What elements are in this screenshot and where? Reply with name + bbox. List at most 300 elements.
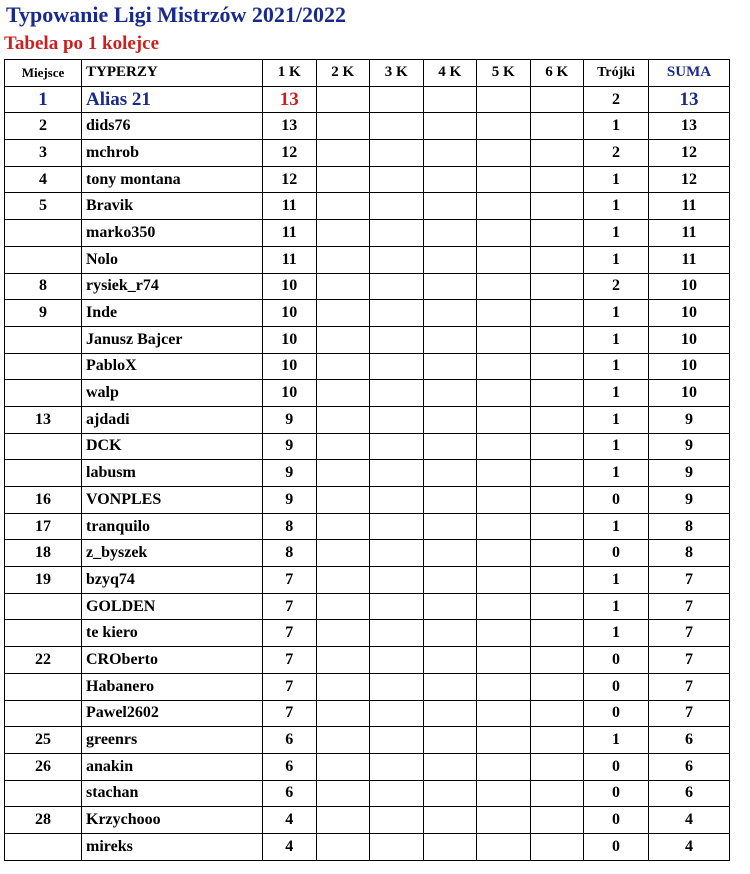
cell-trojki: 1 — [584, 567, 649, 594]
cell-k1: 7 — [263, 567, 317, 594]
cell-name: walp — [82, 380, 263, 407]
cell-k2 — [316, 727, 370, 754]
cell-k6 — [530, 433, 584, 460]
cell-trojki: 1 — [584, 166, 649, 193]
cell-k2 — [316, 540, 370, 567]
cell-k3 — [370, 246, 424, 273]
cell-k1: 11 — [263, 246, 317, 273]
cell-suma: 9 — [649, 460, 730, 487]
cell-k2 — [316, 273, 370, 300]
cell-name: Pawel2602 — [82, 700, 263, 727]
table-row — [5, 727, 730, 754]
cell-name: Bravik — [82, 193, 263, 220]
cell-suma: 4 — [649, 807, 730, 834]
cell-rank — [5, 673, 82, 700]
cell-k5 — [477, 487, 531, 514]
cell-trojki: 2 — [584, 86, 649, 113]
cell-suma: 9 — [649, 487, 730, 514]
cell-suma: 10 — [649, 300, 730, 327]
table-row — [5, 673, 730, 700]
cell-k6 — [530, 220, 584, 247]
cell-suma: 11 — [649, 246, 730, 273]
table-row — [5, 300, 730, 327]
cell-k2 — [316, 513, 370, 540]
cell-suma: 12 — [649, 166, 730, 193]
cell-k6 — [530, 620, 584, 647]
cell-name: z_byszek — [82, 540, 263, 567]
cell-k6 — [530, 140, 584, 167]
cell-k3 — [370, 220, 424, 247]
cell-k2 — [316, 647, 370, 674]
cell-k1: 10 — [263, 326, 317, 353]
cell-k6 — [530, 460, 584, 487]
cell-k6 — [530, 807, 584, 834]
cell-k5 — [477, 833, 531, 860]
cell-k2 — [316, 753, 370, 780]
table-row — [5, 460, 730, 487]
cell-trojki: 0 — [584, 753, 649, 780]
cell-name: rysiek_r74 — [82, 273, 263, 300]
cell-k2 — [316, 86, 370, 113]
cell-rank — [5, 460, 82, 487]
cell-k2 — [316, 113, 370, 140]
cell-k4 — [423, 113, 477, 140]
cell-k6 — [530, 487, 584, 514]
cell-k5 — [477, 193, 531, 220]
cell-k4 — [423, 700, 477, 727]
cell-k4 — [423, 433, 477, 460]
cell-name: Inde — [82, 300, 263, 327]
cell-k1: 10 — [263, 380, 317, 407]
cell-rank — [5, 433, 82, 460]
cell-k4 — [423, 406, 477, 433]
cell-k5 — [477, 380, 531, 407]
cell-name: DCK — [82, 433, 263, 460]
cell-k1: 8 — [263, 540, 317, 567]
cell-k1: 13 — [263, 113, 317, 140]
cell-k4 — [423, 220, 477, 247]
header-k4: 4 K — [423, 60, 477, 87]
cell-k2 — [316, 353, 370, 380]
cell-k2 — [316, 487, 370, 514]
cell-k3 — [370, 567, 424, 594]
header-k5: 5 K — [477, 60, 531, 87]
cell-k5 — [477, 673, 531, 700]
cell-rank — [5, 246, 82, 273]
cell-k1: 7 — [263, 593, 317, 620]
cell-trojki: 2 — [584, 140, 649, 167]
cell-k6 — [530, 86, 584, 113]
cell-k2 — [316, 380, 370, 407]
cell-k2 — [316, 406, 370, 433]
cell-k6 — [530, 246, 584, 273]
cell-suma: 9 — [649, 406, 730, 433]
cell-rank — [5, 593, 82, 620]
table-row — [5, 113, 730, 140]
table-row — [5, 166, 730, 193]
cell-k3 — [370, 780, 424, 807]
cell-name: Alias 21 — [82, 86, 263, 113]
cell-trojki: 0 — [584, 780, 649, 807]
cell-k5 — [477, 620, 531, 647]
cell-name: anakin — [82, 753, 263, 780]
cell-k4 — [423, 86, 477, 113]
cell-name: bzyq74 — [82, 567, 263, 594]
cell-name: tranquilo — [82, 513, 263, 540]
cell-k5 — [477, 540, 531, 567]
cell-k3 — [370, 140, 424, 167]
table-row — [5, 593, 730, 620]
cell-k6 — [530, 193, 584, 220]
cell-k6 — [530, 593, 584, 620]
cell-k4 — [423, 833, 477, 860]
cell-k3 — [370, 300, 424, 327]
cell-k4 — [423, 807, 477, 834]
cell-rank: 8 — [5, 273, 82, 300]
cell-k2 — [316, 673, 370, 700]
cell-k5 — [477, 406, 531, 433]
cell-k2 — [316, 780, 370, 807]
cell-k4 — [423, 353, 477, 380]
cell-k3 — [370, 460, 424, 487]
cell-k5 — [477, 513, 531, 540]
cell-k1: 7 — [263, 647, 317, 674]
cell-k3 — [370, 273, 424, 300]
cell-suma: 4 — [649, 833, 730, 860]
cell-k4 — [423, 300, 477, 327]
cell-rank: 26 — [5, 753, 82, 780]
table-row — [5, 807, 730, 834]
cell-suma: 7 — [649, 620, 730, 647]
cell-k6 — [530, 540, 584, 567]
cell-rank: 13 — [5, 406, 82, 433]
cell-k3 — [370, 86, 424, 113]
cell-k4 — [423, 513, 477, 540]
cell-k3 — [370, 647, 424, 674]
cell-k6 — [530, 300, 584, 327]
cell-name: Janusz Bajcer — [82, 326, 263, 353]
cell-k2 — [316, 460, 370, 487]
cell-suma: 7 — [649, 567, 730, 594]
cell-trojki: 1 — [584, 406, 649, 433]
cell-name: Krzychooo — [82, 807, 263, 834]
cell-trojki: 0 — [584, 700, 649, 727]
cell-rank: 16 — [5, 487, 82, 514]
cell-trojki: 1 — [584, 246, 649, 273]
cell-name: mchrob — [82, 140, 263, 167]
standings-table — [4, 59, 730, 861]
cell-trojki: 0 — [584, 487, 649, 514]
cell-rank — [5, 326, 82, 353]
cell-k2 — [316, 246, 370, 273]
cell-k1: 7 — [263, 700, 317, 727]
cell-k6 — [530, 166, 584, 193]
cell-trojki: 1 — [584, 513, 649, 540]
cell-k3 — [370, 700, 424, 727]
cell-k2 — [316, 833, 370, 860]
cell-k1: 12 — [263, 140, 317, 167]
cell-trojki: 1 — [584, 326, 649, 353]
cell-k5 — [477, 353, 531, 380]
cell-k3 — [370, 380, 424, 407]
cell-rank — [5, 220, 82, 247]
cell-k1: 4 — [263, 833, 317, 860]
cell-k5 — [477, 567, 531, 594]
cell-name: Nolo — [82, 246, 263, 273]
cell-rank: 4 — [5, 166, 82, 193]
cell-k4 — [423, 540, 477, 567]
cell-rank — [5, 380, 82, 407]
cell-k2 — [316, 567, 370, 594]
table-row — [5, 700, 730, 727]
page-subtitle: Tabela po 1 kolejce — [4, 33, 159, 54]
cell-k5 — [477, 166, 531, 193]
cell-name: labusm — [82, 460, 263, 487]
cell-k6 — [530, 727, 584, 754]
cell-k3 — [370, 807, 424, 834]
cell-rank: 28 — [5, 807, 82, 834]
cell-k5 — [477, 700, 531, 727]
cell-k3 — [370, 513, 424, 540]
cell-k1: 10 — [263, 353, 317, 380]
cell-k4 — [423, 753, 477, 780]
cell-rank: 22 — [5, 647, 82, 674]
cell-k5 — [477, 246, 531, 273]
header-trojki: Trójki — [584, 60, 649, 87]
cell-trojki: 1 — [584, 353, 649, 380]
cell-k3 — [370, 113, 424, 140]
cell-k1: 9 — [263, 460, 317, 487]
cell-k2 — [316, 220, 370, 247]
cell-rank: 1 — [5, 86, 82, 113]
cell-rank — [5, 353, 82, 380]
cell-k3 — [370, 833, 424, 860]
cell-k4 — [423, 673, 477, 700]
cell-k5 — [477, 113, 531, 140]
cell-trojki: 0 — [584, 673, 649, 700]
cell-k2 — [316, 700, 370, 727]
cell-k3 — [370, 753, 424, 780]
cell-k4 — [423, 780, 477, 807]
cell-k3 — [370, 673, 424, 700]
table-row — [5, 753, 730, 780]
table-row — [5, 326, 730, 353]
cell-k5 — [477, 647, 531, 674]
cell-k1: 6 — [263, 780, 317, 807]
cell-k3 — [370, 593, 424, 620]
cell-k1: 9 — [263, 487, 317, 514]
cell-k3 — [370, 326, 424, 353]
cell-k5 — [477, 300, 531, 327]
cell-suma: 10 — [649, 326, 730, 353]
cell-k5 — [477, 273, 531, 300]
cell-k1: 11 — [263, 193, 317, 220]
table-row — [5, 273, 730, 300]
cell-suma: 12 — [649, 140, 730, 167]
table-row — [5, 353, 730, 380]
table-row — [5, 193, 730, 220]
cell-rank: 19 — [5, 567, 82, 594]
cell-trojki: 1 — [584, 300, 649, 327]
cell-k6 — [530, 567, 584, 594]
cell-rank: 25 — [5, 727, 82, 754]
cell-trojki: 1 — [584, 220, 649, 247]
cell-trojki: 1 — [584, 593, 649, 620]
table-row — [5, 647, 730, 674]
cell-k2 — [316, 593, 370, 620]
cell-k4 — [423, 620, 477, 647]
cell-name: ajdadi — [82, 406, 263, 433]
cell-suma: 6 — [649, 753, 730, 780]
header-name: TYPERZY — [82, 60, 263, 87]
cell-suma: 11 — [649, 220, 730, 247]
cell-k5 — [477, 593, 531, 620]
header-k3: 3 K — [370, 60, 424, 87]
table-row — [5, 380, 730, 407]
cell-trojki: 0 — [584, 647, 649, 674]
cell-k6 — [530, 647, 584, 674]
cell-k2 — [316, 620, 370, 647]
cell-suma: 7 — [649, 593, 730, 620]
table-row — [5, 780, 730, 807]
table-row — [5, 246, 730, 273]
cell-suma: 7 — [649, 673, 730, 700]
cell-k4 — [423, 727, 477, 754]
table-row — [5, 140, 730, 167]
cell-k3 — [370, 193, 424, 220]
cell-name: VONPLES — [82, 487, 263, 514]
table-row — [5, 513, 730, 540]
cell-suma: 9 — [649, 433, 730, 460]
cell-k6 — [530, 513, 584, 540]
cell-name: stachan — [82, 780, 263, 807]
cell-name: Habanero — [82, 673, 263, 700]
cell-k1: 9 — [263, 433, 317, 460]
cell-k1: 4 — [263, 807, 317, 834]
header-k6: 6 K — [530, 60, 584, 87]
cell-k3 — [370, 620, 424, 647]
cell-rank: 17 — [5, 513, 82, 540]
cell-trojki: 1 — [584, 620, 649, 647]
cell-trojki: 2 — [584, 273, 649, 300]
cell-rank — [5, 620, 82, 647]
cell-k6 — [530, 833, 584, 860]
cell-k3 — [370, 406, 424, 433]
cell-k6 — [530, 700, 584, 727]
cell-suma: 13 — [649, 113, 730, 140]
cell-name: dids76 — [82, 113, 263, 140]
cell-name: greenrs — [82, 727, 263, 754]
cell-k1: 7 — [263, 620, 317, 647]
cell-name: CROberto — [82, 647, 263, 674]
cell-trojki: 0 — [584, 833, 649, 860]
cell-k3 — [370, 540, 424, 567]
page-title: Typowanie Ligi Mistrzów 2021/2022 — [6, 2, 346, 27]
cell-k5 — [477, 433, 531, 460]
cell-suma: 8 — [649, 513, 730, 540]
cell-suma: 7 — [649, 647, 730, 674]
cell-k2 — [316, 326, 370, 353]
cell-k6 — [530, 380, 584, 407]
cell-k6 — [530, 273, 584, 300]
cell-k5 — [477, 780, 531, 807]
cell-k5 — [477, 807, 531, 834]
cell-k5 — [477, 753, 531, 780]
cell-k3 — [370, 727, 424, 754]
cell-suma: 6 — [649, 780, 730, 807]
cell-k5 — [477, 140, 531, 167]
table-row — [5, 86, 730, 113]
cell-trojki: 0 — [584, 807, 649, 834]
cell-k4 — [423, 326, 477, 353]
cell-name: GOLDEN — [82, 593, 263, 620]
cell-k2 — [316, 166, 370, 193]
cell-name: PabloX — [82, 353, 263, 380]
cell-k5 — [477, 326, 531, 353]
cell-suma: 10 — [649, 353, 730, 380]
cell-k2 — [316, 433, 370, 460]
cell-k1: 6 — [263, 753, 317, 780]
cell-k1: 13 — [263, 86, 317, 113]
cell-k6 — [530, 753, 584, 780]
cell-rank: 5 — [5, 193, 82, 220]
cell-k2 — [316, 300, 370, 327]
cell-k1: 6 — [263, 727, 317, 754]
cell-rank: 18 — [5, 540, 82, 567]
cell-rank — [5, 833, 82, 860]
cell-trojki: 1 — [584, 460, 649, 487]
cell-k2 — [316, 193, 370, 220]
cell-suma: 13 — [649, 86, 730, 113]
cell-k6 — [530, 673, 584, 700]
table-row — [5, 833, 730, 860]
cell-rank: 9 — [5, 300, 82, 327]
cell-k3 — [370, 433, 424, 460]
cell-k4 — [423, 140, 477, 167]
cell-k4 — [423, 246, 477, 273]
cell-suma: 10 — [649, 273, 730, 300]
cell-k1: 12 — [263, 166, 317, 193]
table-row — [5, 487, 730, 514]
cell-k4 — [423, 593, 477, 620]
cell-k5 — [477, 727, 531, 754]
table-row — [5, 406, 730, 433]
table-body — [5, 86, 730, 860]
cell-k5 — [477, 460, 531, 487]
cell-k5 — [477, 220, 531, 247]
cell-k3 — [370, 166, 424, 193]
header-rank: Miejsce — [5, 60, 82, 87]
cell-k4 — [423, 273, 477, 300]
cell-k1: 10 — [263, 300, 317, 327]
cell-k6 — [530, 326, 584, 353]
cell-name: tony montana — [82, 166, 263, 193]
table-row — [5, 620, 730, 647]
cell-name: mireks — [82, 833, 263, 860]
cell-k6 — [530, 780, 584, 807]
table-row — [5, 433, 730, 460]
cell-rank: 2 — [5, 113, 82, 140]
cell-trojki: 1 — [584, 727, 649, 754]
cell-k2 — [316, 807, 370, 834]
cell-suma: 7 — [649, 700, 730, 727]
cell-suma: 11 — [649, 193, 730, 220]
cell-trojki: 1 — [584, 380, 649, 407]
cell-trojki: 1 — [584, 193, 649, 220]
cell-k3 — [370, 353, 424, 380]
cell-name: marko350 — [82, 220, 263, 247]
cell-k4 — [423, 380, 477, 407]
